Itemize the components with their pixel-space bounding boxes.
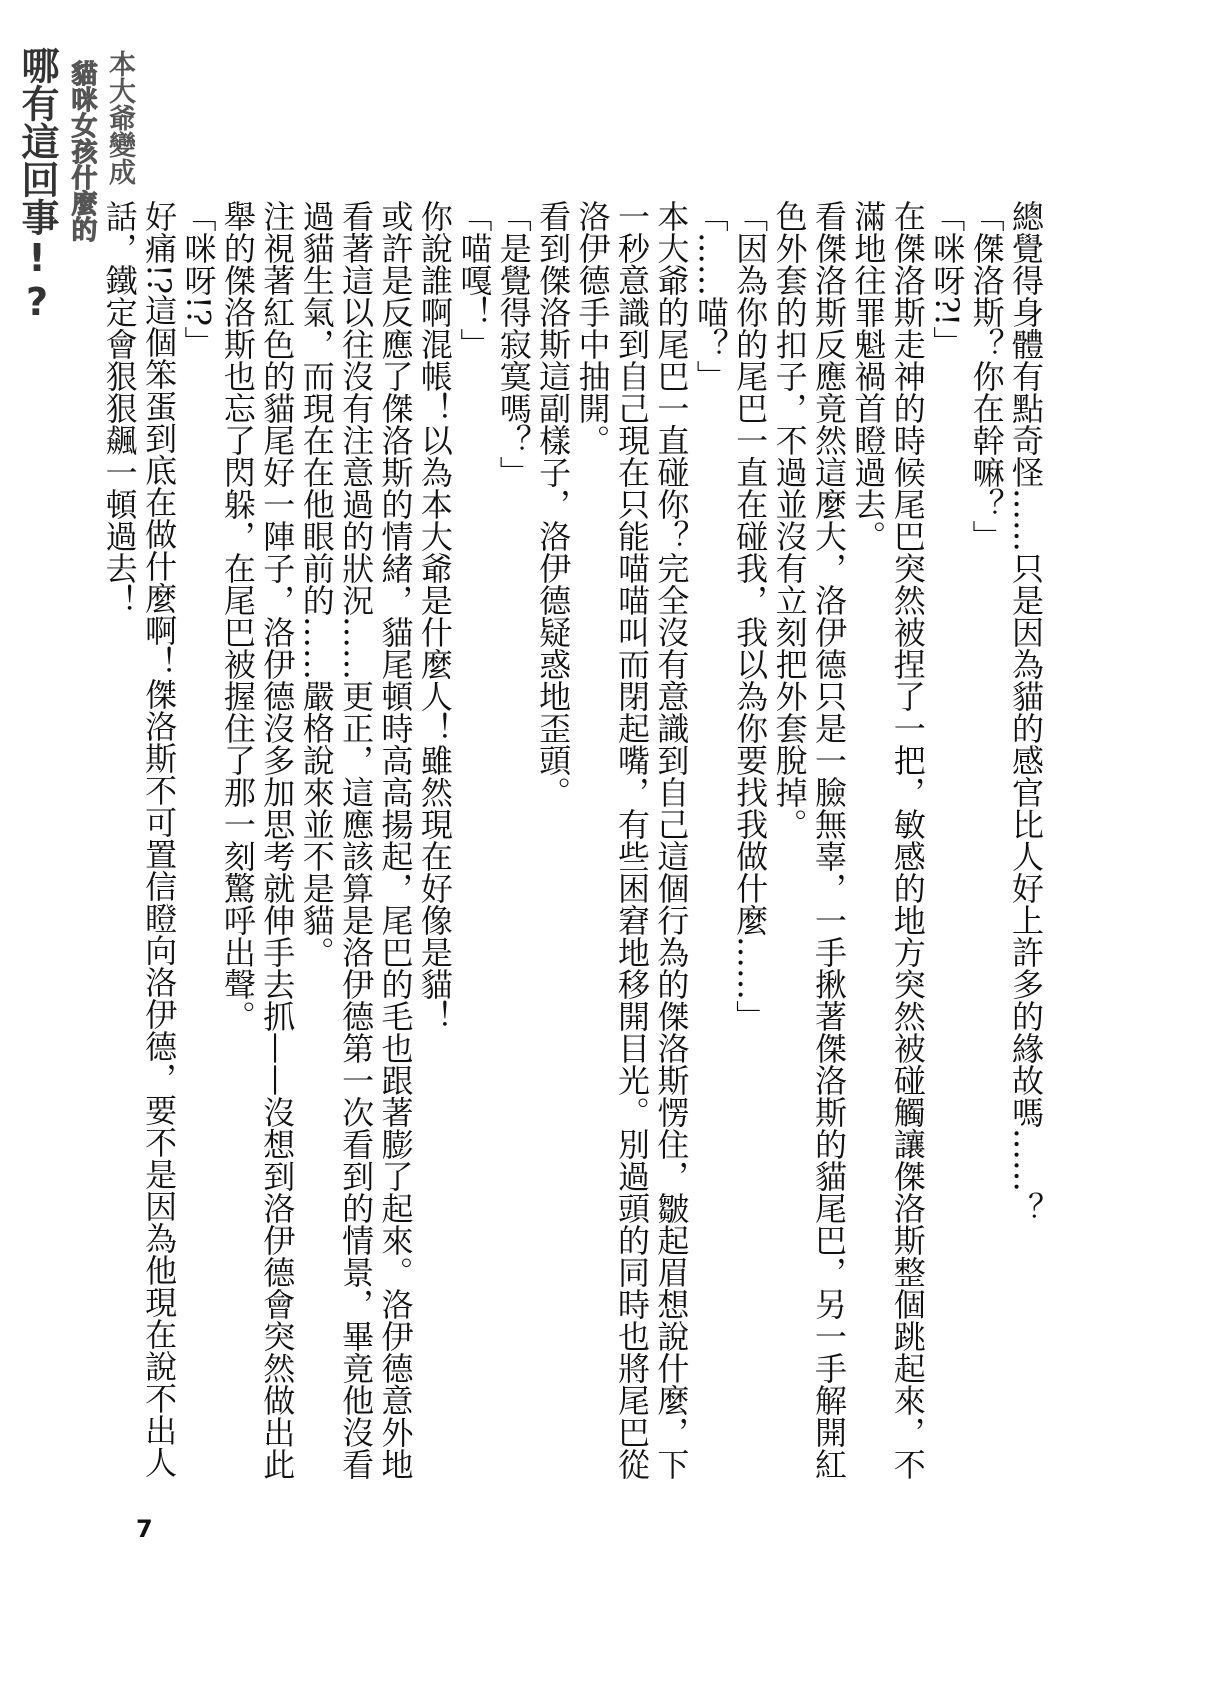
page-number: 7 xyxy=(136,1515,153,1543)
series-title-line-2: 貓咪女孩什麼的 xyxy=(67,60,97,242)
series-title-line-3: 哪有這回事!? xyxy=(15,46,59,324)
paragraph: 看到傑洛斯這副樣子，洛伊德疑惑地歪頭。 xyxy=(534,200,573,808)
vertical-body-text xyxy=(100,200,1045,1480)
paragraph: 「……喵？」 xyxy=(691,200,730,392)
paragraph: 「傑洛斯？你在幹嘛？」 xyxy=(967,200,1006,552)
paragraph: 在傑洛斯走神的時候尾巴突然被捏了一把，敏感的地方突然被碰觸讓傑洛斯整個跳起來，不滿地往罪魁禍首瞪過去。 xyxy=(849,200,927,1480)
paragraph: 「咪呀!?」 xyxy=(179,200,218,359)
paragraph: 總覺得身體有點奇怪……只是因為貓的感官比人好上許多的緣故嗎……？ xyxy=(1007,200,1045,1224)
paragraph: 本大爺的尾巴一直碰你？完全沒有意識到自己這個行為的傑洛斯愣住，皺起眉想說什麼，下一秒意識到自己現在只能喵喵叫而閉起嘴，有些困窘地移開目光。別過頭的同時也將尾巴從洛伊德手中抽開。 xyxy=(573,200,691,1480)
paragraph: 好痛!?這個笨蛋到底在做什麼啊！傑洛斯不可置信瞪向洛伊德，要不是因為他現在說不出人話，鐵定會狠狠飆一頓過去！ xyxy=(100,200,179,1479)
paragraph: 「因為你的尾巴一直在碰我，我以為你要找我做什麼……」 xyxy=(731,200,770,1032)
paragraph: 「是覺得寂寞嗎？」 xyxy=(494,200,533,488)
paragraph: 「咪呀?!」 xyxy=(928,200,967,359)
series-title-line-1: 本大爺變成 xyxy=(104,50,135,185)
paragraph: 「喵嘎！」 xyxy=(455,200,494,360)
paragraph: 或許是反應了傑洛斯的情緒，貓尾頓時高高揚起，尾巴的毛也跟著膨了起來。洛伊德意外地看著這以往沒有注意過的狀況……更正，這應該算是洛伊德第一次看到的情景，畢竟他沒看過貓生氣，而現在在他眼前的……嚴格說來並不是貓。 xyxy=(297,200,415,1480)
paragraph: 你說誰啊混帳！以為本大爺是什麼人！雖然現在好像是貓！ xyxy=(415,200,454,1032)
paragraph: 看傑洛斯反應竟然這麼大，洛伊德只是一臉無辜，一手揪著傑洛斯的貓尾巴，另一手解開紅色外套的扣子，不過並沒有立刻把外套脫掉。 xyxy=(770,200,848,1480)
paragraph: 注視著紅色的貓尾好一陣子，洛伊德沒多加思考就伸手去抓——沒想到洛伊德會突然做出此舉的傑洛斯也忘了閃躲，在尾巴被握住了那一刻驚呼出聲。 xyxy=(218,200,297,1480)
